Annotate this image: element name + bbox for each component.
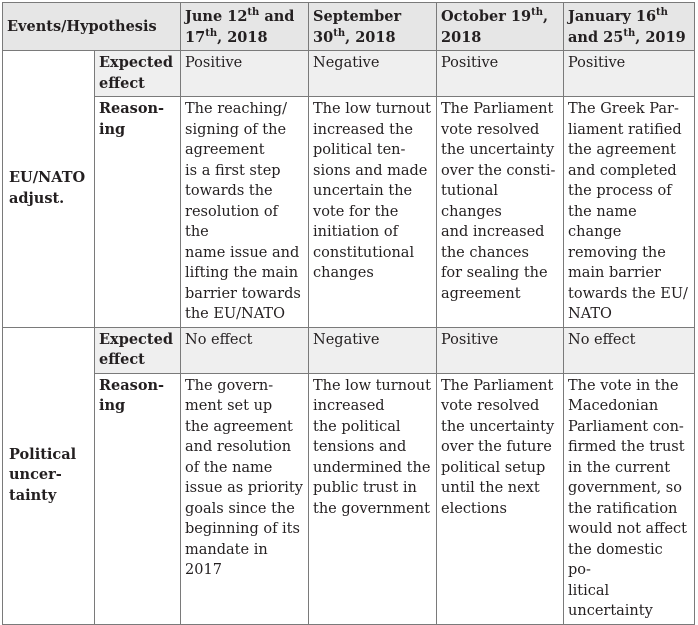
category-political-uncertainty: Political uncer- tainty xyxy=(3,327,95,624)
eu-nato-expected-row xyxy=(3,51,695,97)
reasoning-cell: The low turnout increased the political ten- sions and made uncertain the vote for the initiation of constitutional changes xyxy=(309,97,437,328)
reasoning-cell: The low turnout increased the political tensions and undermined the public trust in the government xyxy=(309,373,437,624)
reasoning-cell: The Parliament vote resolved the uncertainty over the consti- tutional changes and increased the chances for sealing the agreement xyxy=(437,97,564,328)
expected-effect-cell: Positive xyxy=(437,51,564,97)
reasoning-cell: The reaching/ signing of the agreement is a first step towards the resolution of the name issue and lifting the main barrier towards the EU/NATO xyxy=(181,97,309,328)
expected-effect-cell: Negative xyxy=(309,327,437,373)
expected-effect-cell: Positive xyxy=(181,51,309,97)
reasoning-cell: The Greek Par- liament ratified the agreement and completed the process of the name change removing the main barrier towards the EU/ NATO xyxy=(564,97,695,328)
expected-effect-label: Expected effect xyxy=(95,327,181,373)
event-header-september: September 30th, 2018 xyxy=(309,3,437,51)
reasoning-cell: The govern- ment set up the agreement and resolution of the name issue as priority goals since the beginning of its mandate in 2017 xyxy=(181,373,309,624)
expected-effect-cell: No effect xyxy=(181,327,309,373)
expected-effect-cell: No effect xyxy=(564,327,695,373)
events-hypothesis-header: Events/Hypothesis xyxy=(3,3,181,51)
expected-effect-cell: Positive xyxy=(437,327,564,373)
eu-nato-reasoning-row xyxy=(3,97,695,328)
event-header-january: January 16th and 25th, 2019 xyxy=(564,3,695,51)
expected-effect-cell: Positive xyxy=(564,51,695,97)
political-expected-row xyxy=(3,327,695,373)
reasoning-cell: The vote in the Macedonian Parliament con- firmed the trust in the current government, so the ratification would not affect the domestic po- litical uncertainty xyxy=(564,373,695,624)
event-header-june: June 12th and 17th, 2018 xyxy=(181,3,309,51)
reasoning-label: Reason- ing xyxy=(95,373,181,624)
event-header-october: October 19th, 2018 xyxy=(437,3,564,51)
reasoning-label: Reason- ing xyxy=(95,97,181,328)
expected-effect-cell: Negative xyxy=(309,51,437,97)
header-row xyxy=(3,3,695,51)
expected-effect-label: Expected effect xyxy=(95,51,181,97)
reasoning-cell: The Parliament vote resolved the uncertainty over the future political setup until the next elections xyxy=(437,373,564,624)
category-eu-nato: EU/NATO adjust. xyxy=(3,51,95,328)
events-hypothesis-table xyxy=(2,2,695,625)
political-reasoning-row xyxy=(3,373,695,624)
